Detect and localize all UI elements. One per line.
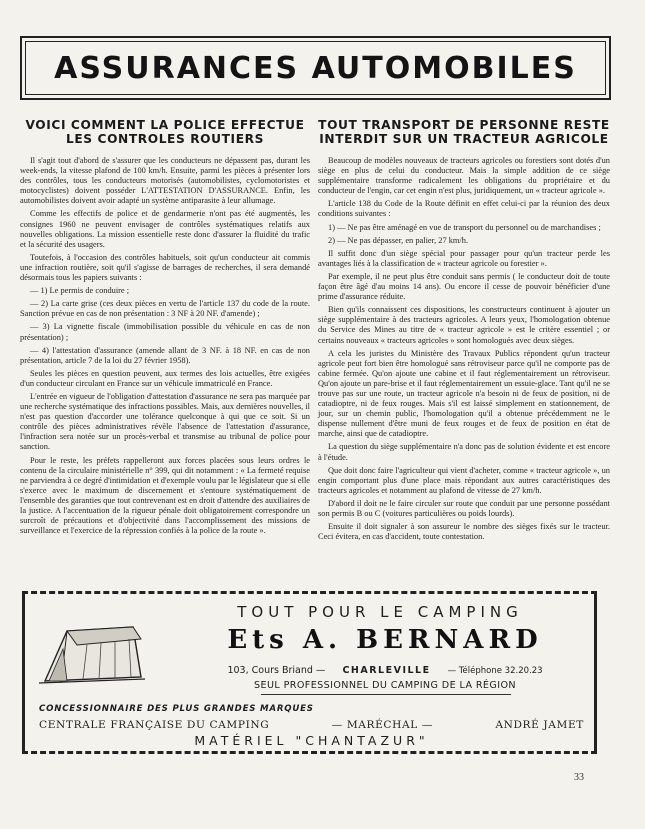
right-heading-line-2: INTERDIT SUR UN TRACTEUR AGRICOLE <box>319 132 609 146</box>
ad-specialty: SEUL PROFESSIONNEL DU CAMPING DE LA RÉGION <box>254 680 516 691</box>
ad-dashed-border-top <box>22 591 597 594</box>
ad-address-line <box>175 665 595 676</box>
ad-brands-list <box>39 719 584 731</box>
left-paragraph: Comme les effectifs de police et de gendarmerie n'ont pas été augmentés, les consignes 1960 ne peuvent envisager de contrôles systématiques relatifs aux nouvelles obligations. La mission essentielle reste donc d'assurer la fluidité du trafic et la sécurité des usagers. <box>20 209 310 249</box>
ad-city: CHARLEVILLE <box>342 665 431 676</box>
ad-street: 103, Cours Briand — <box>227 665 326 676</box>
right-paragraph: Il suffit donc d'un siège spécial pour passager pour qu'un tracteur perde les avantages liés à la classification de « tracteur agricole ou forestier ». <box>318 248 610 268</box>
ad-brand: CENTRALE FRANÇAISE DU CAMPING <box>39 719 270 731</box>
ad-material: MATÉRIEL "CHANTAZUR" <box>194 733 429 748</box>
right-paragraph: Bien qu'ils connaissent ces dispositions, les constructeurs continuent à ajouter un siège supplémentaire à des tracteurs agricoles. A leurs yeux, l'homologation obtenue du Service des Mines au titre de « tracteur agricole » est le critère essentiel ; or certains nouveaux « tracteurs agricoles » sont homologués avec deux sièges. <box>318 305 610 345</box>
ad-company-name: Ets A. BERNARD <box>227 625 543 655</box>
left-list-item: — 2) La carte grise (ces deux pièces en vertu de l'article 137 du code de la route. Sanction prévue en cas de non présentation : 3 NF à 20 NF. d'amende) ; <box>20 299 310 319</box>
ad-tagline: TOUT POUR LE CAMPING <box>237 603 523 621</box>
left-article <box>20 118 310 539</box>
right-heading-line-1: TOUT TRANSPORT DE PERSONNE RESTE <box>318 118 610 132</box>
right-paragraph: L'article 138 du Code de la Route définit en effet celui-ci par la réunion des deux conditions suivantes : <box>318 199 610 219</box>
right-paragraph: Beaucoup de modèles nouveaux de tracteurs agricoles ou forestiers sont dotés d'un siège en plus de celui du conducteur. Mais la simple addition de ce siège supplémentaire transforme radicalement les obligations du propriétaire et du conducteur de l'engin, car cet engin n'est plus, juridiquement, un « tracteur agricole ». <box>318 156 610 196</box>
right-paragraph: A cela les juristes du Ministère des Travaux Publics répondent qu'un tracteur agricole peut fort bien être homologué sans rétroviseur parce qu'il ne comporte pas de cabine fermée. Qu'on ajoute une cabine et il faut réglementairement un rétroviseur. Qu'on ajoute un pare-brise et il faut réglementairement un essuie-glace. Tant qu'il ne se trouve pas sur une route, un tracteur agricole n'a besoin ni de feux de position, ni de catadioptre, ni de feux rouges. Mais s'il est laissé simplement en stationnement, de jour, sur un chemin public, l'homologation qu'il a obtenue précédemment ne le dispense nullement d'être muni de feux rouges et de feux de position en état de marche, ainsi que de catadioptre. <box>318 348 610 439</box>
left-paragraph: Toutefois, à l'occasion des contrôles habituels, soit qu'un conducteur ait commis une infraction routière, soit qu'il s'agisse de barrages de recherches, il sera demandé désormais tous les papiers suivants : <box>20 252 310 283</box>
left-paragraph: Pour le reste, les préfets rappelleront aux forces placées sous leurs ordres le contenu de la circulaire ministérielle n° 399, qui dit notamment : « La fermeté requise ne parviendra à ce degré d'intimidation et d'exemple voulu par le législateur que si elle s'exerce avec le maximum de discernement et s'entoure systématiquement de l'ensemble des garanties que tout contrevenant est en droit d'attendre des auxiliaires de la justice. A l'accentuation de la rigueur pénale doit obligatoirement correspondre un surcroît de précautions et d'objectivité dans l'accomplissement des missions de surveillance et l'exercice de la répression confiés à la police de la route ». <box>20 455 310 536</box>
right-paragraph: La question du siège supplémentaire n'a donc pas de solution évidente et est encore à l'étude. <box>318 442 610 462</box>
right-paragraph: D'abord il doit ne le faire circuler sur route que conduit par une personne possédant son permis B ou C (voitures particulières ou poids lourds). <box>318 498 610 518</box>
ad-brand: — MARÉCHAL — <box>331 719 434 731</box>
tent-illustration <box>37 619 147 689</box>
right-list-item: 1) — Ne pas être aménagé en vue de transport du personnel ou de marchandises ; <box>328 222 601 232</box>
right-paragraph: Ensuite il doit signaler à son assureur le nombre des sièges fixés sur le tracteur. Ceci évitera, en cas d'accident, toute contestation. <box>318 522 610 542</box>
right-paragraph: Que doit donc faire l'agriculteur qui vient d'acheter, comme « tracteur agricole », un engin comportant plus d'une place mais répondant aux autres caractéristiques des tracteurs agricoles et notamment au plafond de vitesse de 27 km/h. <box>318 465 610 495</box>
left-heading-line-2: LES CONTROLES ROUTIERS <box>66 132 264 146</box>
right-paragraph: Par exemple, il ne peut plus être conduit sans permis ( le conducteur doit de toute façon être âgé d'au moins 14 ans). Ou encore il cesse de pouvoir bénéficier d'une prime d'assurance réduite. <box>318 271 610 302</box>
left-heading-line-1: VOICI COMMENT LA POLICE EFFECTUE <box>25 118 305 132</box>
ad-phone: — Téléphone 32.20.23 <box>447 666 543 676</box>
left-paragraph: L'entrée en vigueur de l'obligation d'attestation d'assurance ne sera pas marquée par une recherche systématique des infractions possibles. Mais, aux dernières nouvelles, il n'est pas question d'accorder une tolérance quelconque à qui que ce soit. Si un contrôle des pièces administratives révèle l'absence de l'attestation d'assurance, l'infraction sera notée sur un procès-verbal et transmise au tribunal de police pour sanction. <box>20 391 310 452</box>
ad-brands-heading: CONCESSIONNAIRE DES PLUS GRANDES MARQUES <box>39 704 314 714</box>
ad-dashed-border-bottom <box>22 751 597 754</box>
right-article-heading <box>318 118 610 146</box>
ad-underline <box>261 694 511 695</box>
left-list-item: — 1) Le permis de conduire ; <box>30 286 130 296</box>
advertisement-box <box>22 591 597 754</box>
right-article <box>318 118 610 545</box>
left-article-heading <box>20 118 310 146</box>
masthead <box>20 36 611 100</box>
right-list-item: 2) — Ne pas dépasser, en palier, 27 km/h. <box>328 235 469 245</box>
page-number: 33 <box>574 772 584 783</box>
page-title: ASSURANCES AUTOMOBILES <box>54 50 577 86</box>
left-list-item: — 4) l'attestation d'assurance (amende allant de 3 NF. à 18 NF. en cas de non présentation, article 7 de la loi du 27 février 1958). <box>20 345 310 365</box>
left-paragraph: Il s'agit tout d'abord de s'assurer que les conducteurs ne dépassent pas, durant les week-ends, la vitesse plafond de 100 km/h. Ensuite, parmi les pièces à présenter lors des contrôles, tous les conducteurs motorisés (automobilistes, cyclomotoristes et motocyclistes) doivent posséder L'ATTESTATION D'ASSURANCE. Enfin, les automobilistes doivent avoir adapté un système antiparasite à leur allumage. <box>20 156 310 206</box>
left-paragraph: Seules les pièces en question peuvent, aux termes des lois actuelles, être exigées d'un conducteur circulant en France sur un véhicule immatriculé en France. <box>20 368 310 388</box>
ad-brand: ANDRÉ JAMET <box>495 719 584 731</box>
left-list-item: — 3) La vignette fiscale (immobilisation possible du véhicule en cas de non présentation) ; <box>20 322 310 342</box>
